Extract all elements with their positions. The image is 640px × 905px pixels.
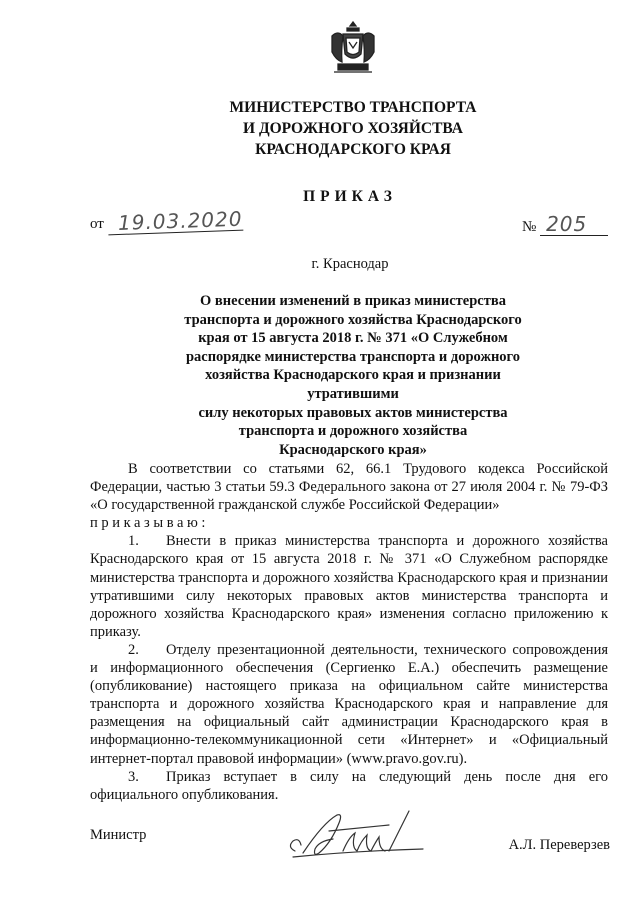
number-label: № [522, 219, 537, 235]
item-number: 1. [128, 533, 139, 550]
list-item [90, 768, 608, 804]
item-number: 2. [128, 641, 139, 658]
date-value: 19.03.2020 [107, 208, 242, 236]
subject-line: О внесении изменений в приказ министерства [200, 293, 506, 309]
preamble: В соответствии со статьями 62, 66.1 Трудового кодекса Российской Федерации, частью 3 статьи 59.3 Федерального закона от 27 июля 2004 г. № 79-ФЗ «О государственной гражданской службе Российской Федерации» [90, 461, 608, 514]
subject-line: распорядке министерства транспорта и дорожного [185, 348, 521, 365]
handwritten-signature-icon [285, 807, 435, 863]
subject-line: транспорта и дорожного хозяйства [238, 423, 468, 440]
subject-line: Краснодарского края» [279, 441, 427, 458]
order-subject [165, 292, 541, 459]
subject-line: транспорта и дорожного хозяйства Краснодарского [184, 311, 522, 328]
subject-line: края от 15 августа 2018 г. № 371 «О Служебном [198, 330, 508, 347]
document-type: ПРИКАЗ [303, 188, 397, 205]
item-text: Отделу презентационной деятельности, технического сопровождения и информационного обеспечения (Сергиенко Е.А.) обеспечить размещение (опубликование) настоящего приказа на официальном сайте министерства транспорта и дорожного хозяйства Краснодарского края и направление для размещения на официальный сайт администрации Краснодарского края в информационно-телекоммуникационной сети «Интернет» и «Официальный интернет-портал правовой информации» (www.pravo.gov.ru). [90, 641, 608, 767]
number-value: 205 [540, 213, 608, 236]
ministry-line: КРАСНОДАРСКОГО КРАЯ [255, 141, 451, 158]
list-item [90, 641, 608, 768]
ministry-line: И ДОРОЖНОГО ХОЗЯЙСТВА [243, 120, 463, 137]
list-item [90, 532, 608, 641]
item-text: Приказ вступает в силу на следующий день после дня его официального опубликования. [90, 768, 608, 803]
signer-title: Министр [90, 827, 147, 843]
city: г. Краснодар [311, 256, 389, 272]
date-label: от [90, 216, 104, 232]
signer-name: А.Л. Переверзев [508, 837, 610, 853]
directive: приказываю: [90, 515, 210, 532]
item-number: 3. [128, 768, 139, 785]
ministry-line: МИНИСТЕРСТВО ТРАНСПОРТА [229, 99, 477, 116]
date-row [90, 206, 243, 235]
subject-line: силу некоторых правовых актов министерства [198, 404, 508, 421]
subject-line: хозяйства Краснодарского края и признании утратившими [205, 367, 501, 402]
coat-of-arms-krasnodar-icon [328, 18, 378, 78]
number-row [522, 213, 608, 236]
item-text: Внести в приказ министерства транспорта и дорожного хозяйства Краснодарского края от 15 августа 2018 г. № 371 «О Служебном распорядке министерства транспорта и дорожного хозяйства Краснодарского края и признании утратившими силу некоторых правовых актов министерства транспорта и дорожного хозяйства Краснодарского края» изменения согласно приложению к приказу. [90, 533, 608, 640]
ministry-name [0, 97, 640, 160]
order-body [90, 460, 608, 804]
